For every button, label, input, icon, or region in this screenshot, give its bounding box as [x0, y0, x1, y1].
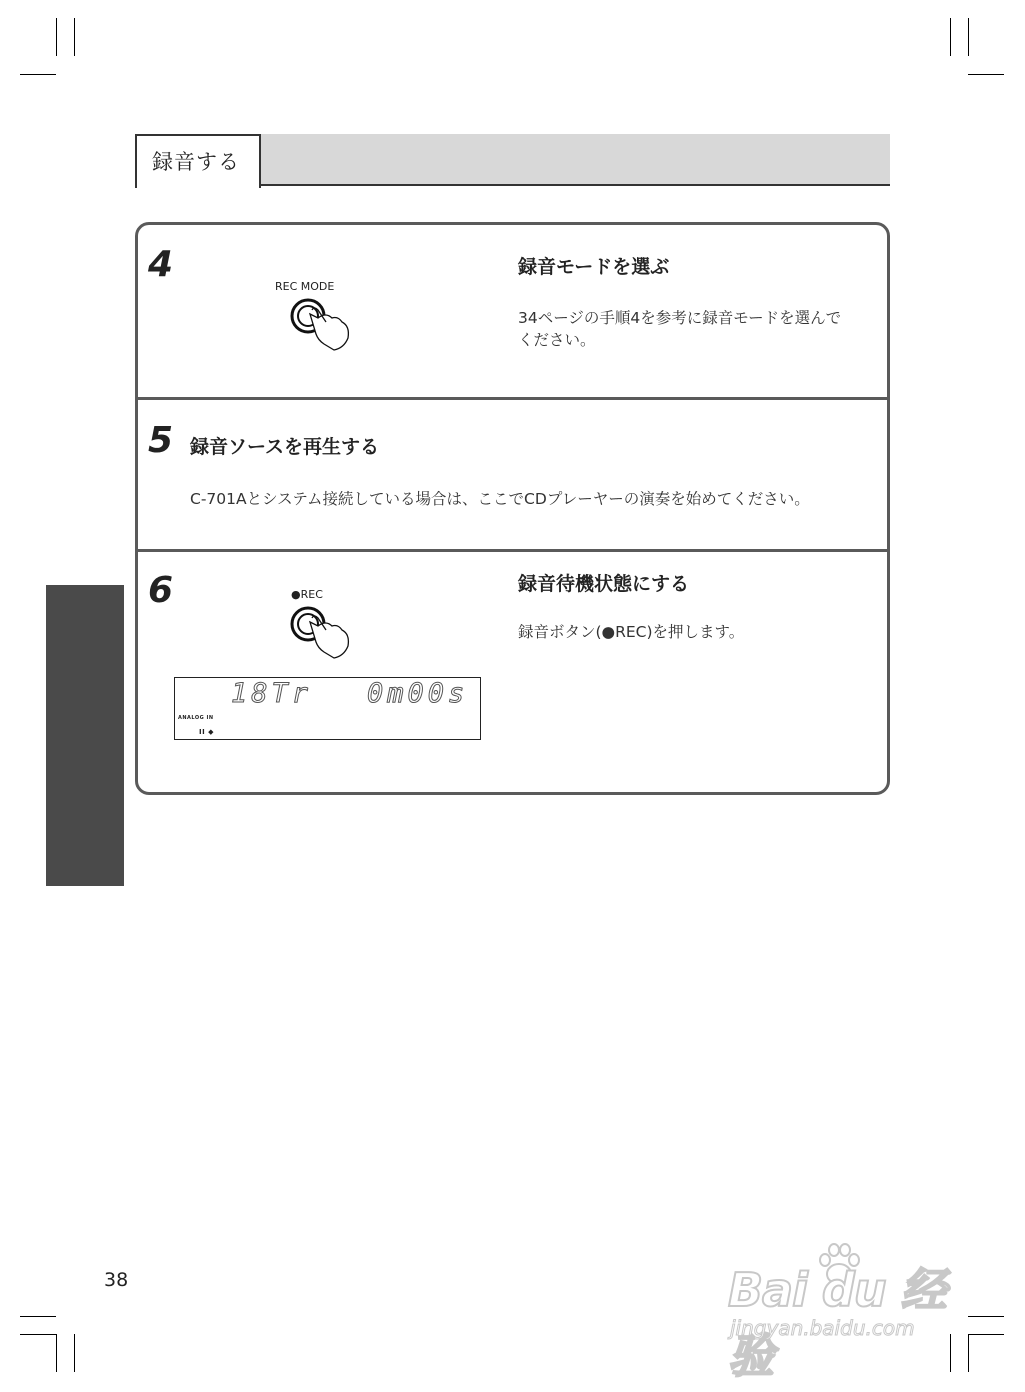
baidu-watermark	[728, 1240, 964, 1383]
watermark-url: jingyan.baidu.com	[730, 1316, 915, 1340]
lcd-pause-rec-icons: II ◆	[199, 728, 215, 736]
step-heading: 録音ソースを再生する	[190, 436, 380, 458]
lcd-track-readout: 18Tr	[231, 678, 313, 709]
rec-mode-button-press-icon	[288, 296, 358, 352]
step-heading: 録音待機状態にする	[518, 573, 690, 595]
step-number: 5	[148, 420, 174, 461]
step-text: 録音ボタン(●REC)を押します。	[518, 623, 745, 641]
crop-mark	[968, 74, 1004, 75]
lcd-analog-in-indicator: ANALOG IN	[178, 715, 214, 721]
step-divider	[138, 549, 887, 552]
crop-mark	[56, 1334, 57, 1372]
step-number: 4	[148, 244, 174, 285]
crop-mark	[968, 1334, 969, 1372]
lcd-display	[174, 677, 481, 740]
step-text: 34ページの手順4を参考に録音モードを選んで	[518, 309, 842, 327]
crop-mark	[74, 1334, 75, 1372]
crop-mark	[20, 1334, 56, 1335]
crop-mark	[968, 18, 969, 56]
rec-mode-button-label: REC MODE	[275, 280, 335, 293]
section-title: 録音する	[152, 150, 240, 174]
crop-mark	[968, 1334, 1004, 1335]
crop-mark	[20, 74, 56, 75]
rec-button-press-icon	[288, 604, 358, 660]
crop-mark	[56, 18, 57, 56]
step-text: ください。	[518, 331, 596, 349]
watermark-brand: Bai du 经验	[728, 1263, 946, 1383]
chapter-thumb-tab	[46, 585, 124, 886]
page-number: 38	[104, 1269, 129, 1291]
crop-mark	[950, 18, 951, 56]
step-number: 6	[148, 570, 174, 611]
step-divider	[138, 397, 887, 400]
lcd-time-readout: 0m00s	[367, 678, 469, 709]
crop-mark	[968, 1316, 1004, 1317]
rec-button-label: ●REC	[291, 588, 323, 601]
step-text: C-701Aとシステム接続している場合は、ここでCDプレーヤーの演奏を始めてください。	[190, 490, 810, 508]
step-heading: 録音モードを選ぶ	[518, 256, 670, 278]
crop-mark	[20, 1316, 56, 1317]
crop-mark	[74, 18, 75, 56]
